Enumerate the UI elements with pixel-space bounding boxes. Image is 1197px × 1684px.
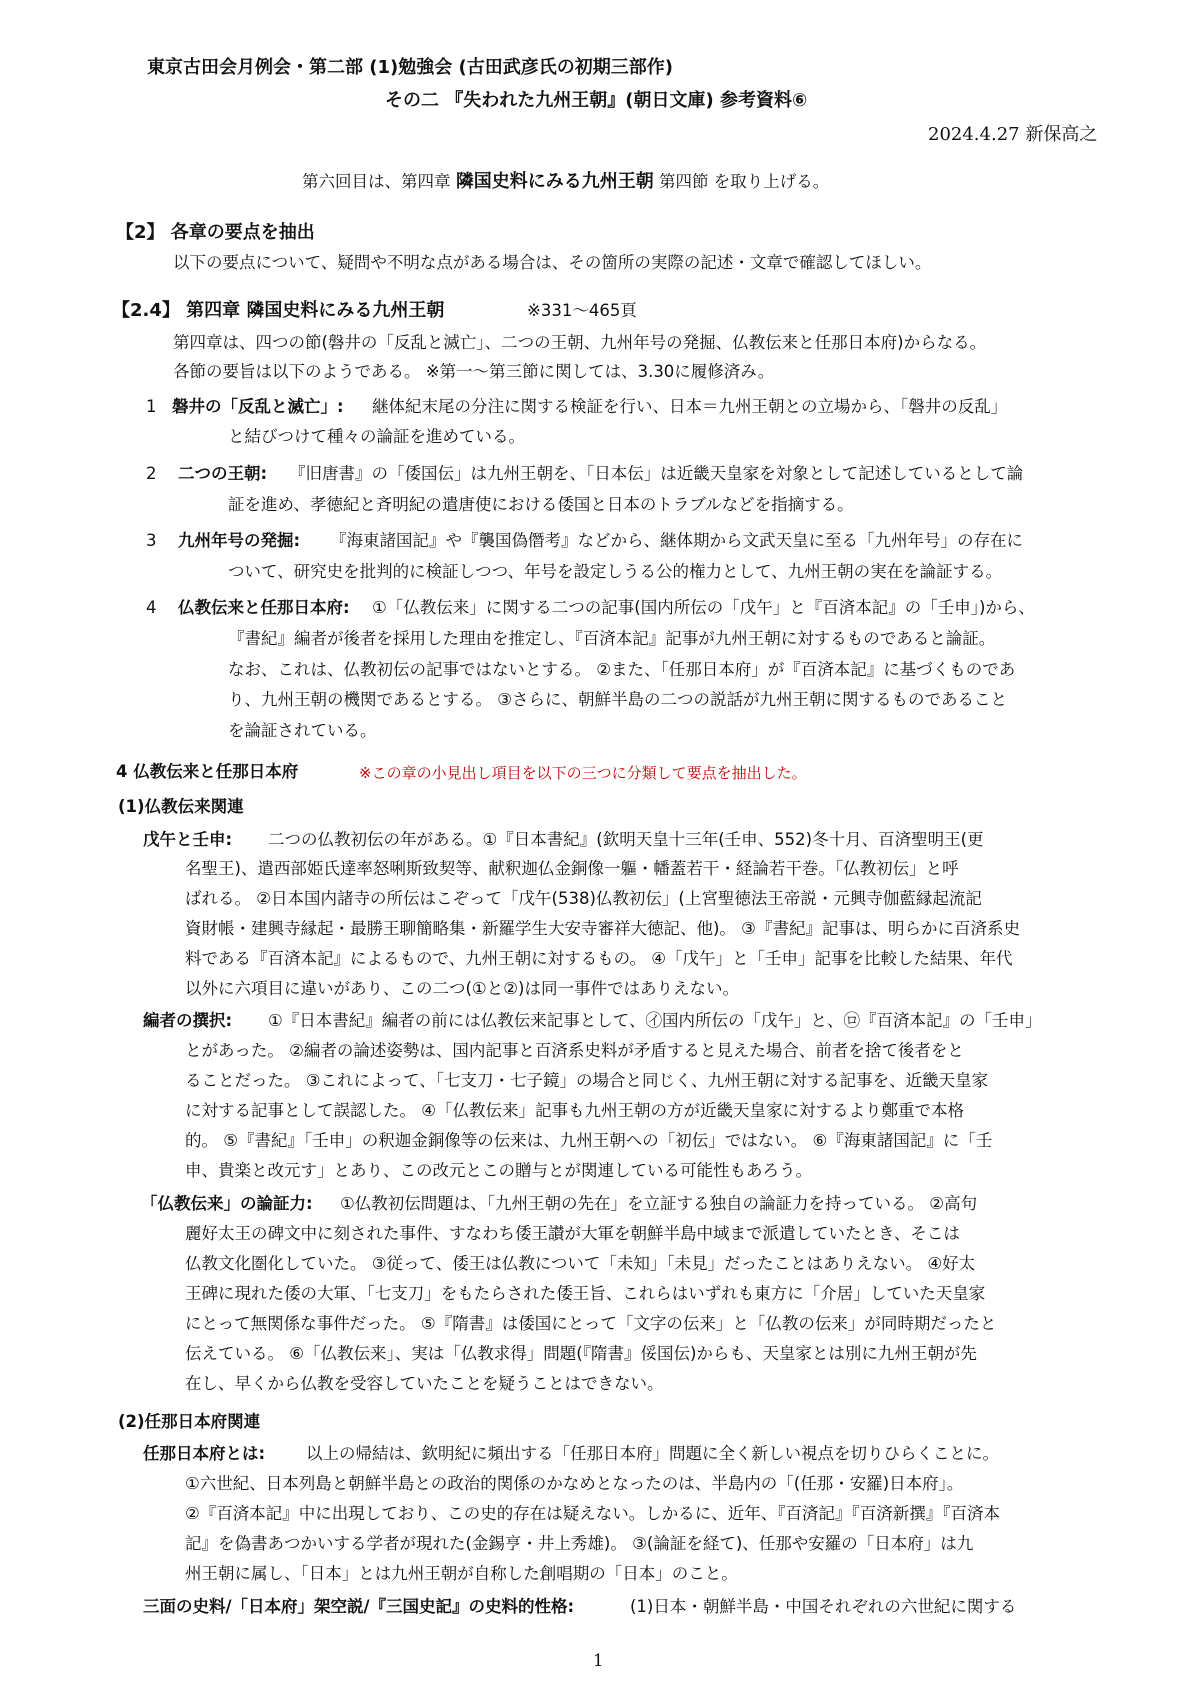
- section4-note: ※この章の小見出し項目を以下の三つに分類して要点を抽出した。: [359, 764, 807, 782]
- item-1-label: 磐井の「反乱と滅亡」:: [172, 397, 344, 416]
- boshin-line-6: 以外に六項目に違いがあり、この二つ(①と②)は同一事件ではありえない。: [185, 979, 739, 998]
- sanmen-text: (1)日本・朝鮮半島・中国それぞれの六世紀に関する: [630, 1597, 1017, 1616]
- item-3-number: 3: [146, 531, 157, 550]
- hensha-line-4: に対する記事として誤認した。 ④「仏教伝来」記事も九州王朝の方が近畿天皇家に対するより鄭重で本格: [185, 1101, 965, 1120]
- section24-p1: 第四章は、四つの節(磐井の「反乱と滅亡」、二つの王朝、九州年号の発掘、仏教伝来と任那日本府)からなる。: [173, 333, 987, 352]
- ronshou-line-3: 仏教文化圏化していた。 ③従って、倭王は仏教について「未知」「未見」だったことはありえない。 ④好太: [185, 1254, 976, 1273]
- boshin-line-1: 二つの仏教初伝の年がある。①『日本書紀』(欽明天皇十三年(壬申、552)冬十月、百済聖明王(更: [268, 830, 984, 849]
- item-3-line-2: ついて、研究史を批判的に検証しつつ、年号を設定しうる公的権力として、九州王朝の実在を論証する。: [228, 562, 1003, 581]
- item-4-number: 4: [146, 598, 157, 617]
- section2-heading: 【2】 各章の要点を抽出: [116, 222, 315, 243]
- item-4-line-2: 『書紀』編者が後者を採用した理由を推定し、『百済本記』記事が九州王朝に対するものであると論証。: [228, 629, 996, 648]
- mimana-label: 任那日本府とは:: [143, 1444, 266, 1463]
- item-4-line-3: なお、これは、仏教初伝の記事ではないとする。 ②また、「任那日本府」が『百済本記』に基づくものであ: [228, 660, 1016, 679]
- item-3-line-1: 『海東諸国記』や『襲国偽僭考』などから、継体期から文武天皇に至る「九州年号」の存在に: [330, 531, 1023, 550]
- boshin-line-3: ばれる。 ②日本国内諸寺の所伝はこぞって「戊午(538)仏教初伝」(上宮聖徳法王帝説・元興寺伽藍縁起流記: [185, 889, 982, 908]
- item-2-label: 二つの王朝:: [178, 464, 268, 483]
- boshin-line-2: 名聖王)、遣西部姫氏達率怒唎斯致契等、献釈迦仏金銅像一軀・幡蓋若干・経論若干巻。「仏教初伝」と呼: [185, 859, 959, 878]
- subheading-1: (1)仏教伝来関連: [118, 797, 244, 816]
- mimana-line-5: 州王朝に属し、「日本」とは九州王朝が自称した創唱期の「日本」のこと。: [185, 1564, 738, 1583]
- intro-pre: 第六回目は、第四章: [302, 172, 451, 191]
- title-line-2: その二 『失われた九州王朝』(朝日文庫) 参考資料⑥: [385, 90, 808, 111]
- item-4-line-4: り、九州王朝の機関であるとする。 ③さらに、朝鮮半島の二つの説話が九州王朝に関するものであること: [228, 690, 1008, 709]
- hensha-line-1: ①『日本書紀』編者の前には仏教伝来記事として、㋑国内所伝の「戊午」と、㋺『百済本記』の「壬申」: [268, 1011, 1042, 1030]
- hensha-line-2: とがあった。 ②編者の論述姿勢は、国内記事と百済系史料が矛盾すると見えた場合、前者を捨て後者をと: [185, 1041, 964, 1060]
- item-1-line-2: と結びつけて種々の論証を進めている。: [228, 427, 525, 446]
- intro-bold: 隣国史料にみる九州王朝: [455, 171, 654, 192]
- section24-pages: ※331～465頁: [527, 301, 637, 320]
- item-2-line-2: 証を進め、孝徳紀と斉明紀の遣唐使における倭国と日本のトラブルなどを指摘する。: [228, 495, 854, 514]
- mimana-line-1: 以上の帰結は、欽明紀に頻出する「任那日本府」問題に全く新しい視点を切りひらくことに。: [306, 1444, 999, 1463]
- section24-p2: 各節の要旨は以下のようである。 ※第一～第三節に関しては、3.30に履修済み。: [173, 362, 775, 381]
- item-1-line-1: 継体紀末尾の分注に関する検証を行い、日本＝九州王朝との立場から、「磐井の反乱」: [372, 397, 1008, 416]
- hensha-label: 編者の撰択:: [143, 1011, 233, 1030]
- boshin-line-4: 資財帳・建興寺縁起・最勝王聊簡略集・新羅学生大安寺審祥大徳記、他)。 ③『書紀』記事は、明らかに百済系史: [185, 919, 1020, 938]
- item-2-line-1: 『旧唐書』の「倭国伝」は九州王朝を、「日本伝」は近畿天皇家を対象として記述しているとして論: [289, 464, 1024, 483]
- item-4-label: 仏教伝来と任那日本府:: [178, 598, 350, 617]
- boshin-label: 戊午と壬申:: [143, 830, 233, 849]
- section2-text: 以下の要点について、疑問や不明な点がある場合は、その箇所の実際の記述・文章で確認してほしい。: [173, 253, 932, 272]
- boshin-line-5: 料である『百済本記』によるもので、九州王朝に対するもの。 ④「戊午」と「壬申」記事を比較した結果、年代: [185, 949, 1013, 968]
- ronshou-line-6: 伝えている。 ⑥「仏教伝来」、実は「仏教求得」問題(『隋書』俀国伝)からも、天皇家とは別に九州王朝が先: [185, 1344, 977, 1363]
- sanmen-label: 三面の史料/「日本府」架空説/『三国史記』の史料的性格:: [143, 1597, 575, 1616]
- section24-heading: 【2.4】 第四章 隣国史料にみる九州王朝: [112, 300, 445, 321]
- hensha-line-5: 的。 ⑤『書紀』「壬申」の釈迦金銅像等の伝来は、九州王朝への「初伝」ではない。 ⑥『海東諸国記』に「壬: [185, 1131, 993, 1150]
- ronshou-line-1: ①仏教初伝問題は、「九州王朝の先在」を立証する独自の論証力を持っている。 ②高句: [340, 1194, 978, 1213]
- intro-post: 第四節 を取り上げる。: [659, 172, 830, 191]
- page-number: 1: [593, 1651, 604, 1670]
- ronshou-label: 「仏教伝来」の論証力:: [141, 1194, 313, 1213]
- ronshou-line-2: 麗好太王の碑文中に刻された事件、すなわち倭王讃が大軍を朝鮮半島中域まで派遣していたとき、そこは: [185, 1224, 960, 1243]
- ronshou-line-4: 王碑に現れた倭の大軍、「七支刀」をもたらされた倭王旨、これらはいずれも東方に「介居」していた天皇家: [185, 1284, 986, 1303]
- item-1-number: 1: [146, 397, 157, 416]
- date-author: 2024.4.27 新保高之: [928, 124, 1098, 145]
- subheading-2: (2)任那日本府関連: [118, 1412, 261, 1431]
- mimana-line-2: ①六世紀、日本列島と朝鮮半島との政治的関係のかなめとなったのは、半島内の「(任那・安羅)日本府」。: [185, 1474, 964, 1493]
- mimana-line-4: 記』を偽書あつかいする学者が現れた(金錫亨・井上秀雄)。 ③(論証を経て)、任那や安羅の「日本府」は九: [185, 1534, 974, 1553]
- mimana-line-3: ②『百済本記』中に出現しており、この史的存在は疑えない。しかるに、近年、『百済記』『百済新撰』『百済本: [185, 1504, 1001, 1523]
- ronshou-line-7: 在し、早くから仏教を受容していたことを疑うことはできない。: [185, 1374, 664, 1393]
- item-2-number: 2: [146, 464, 157, 483]
- hensha-line-3: ることだった。 ③これによって、「七支刀・七子鏡」の場合と同じく、九州王朝に対する記事を、近畿天皇家: [185, 1071, 989, 1090]
- item-3-label: 九州年号の発掘:: [178, 531, 301, 550]
- title-line-1: 東京古田会月例会・第二部 (1)勉強会 (古田武彦氏の初期三部作): [147, 57, 673, 78]
- item-4-line-5: を論証されている。: [228, 721, 377, 740]
- hensha-line-6: 申、貴楽と改元す」とあり、この改元とこの贈与とが関連している可能性もあろう。: [185, 1161, 812, 1180]
- item-4-line-1: ①「仏教伝来」に関する二つの記事(国内所伝の「戊午」と『百済本記』の「壬申」)から、: [372, 598, 1035, 617]
- ronshou-line-5: にとって無関係な事件だった。 ⑤『隋書』は倭国にとって「文字の伝来」と「仏教の伝来」が同時期だったと: [185, 1314, 997, 1333]
- section4-heading: 4 仏教伝来と任那日本府: [116, 762, 299, 781]
- intro-line: [302, 171, 829, 193]
